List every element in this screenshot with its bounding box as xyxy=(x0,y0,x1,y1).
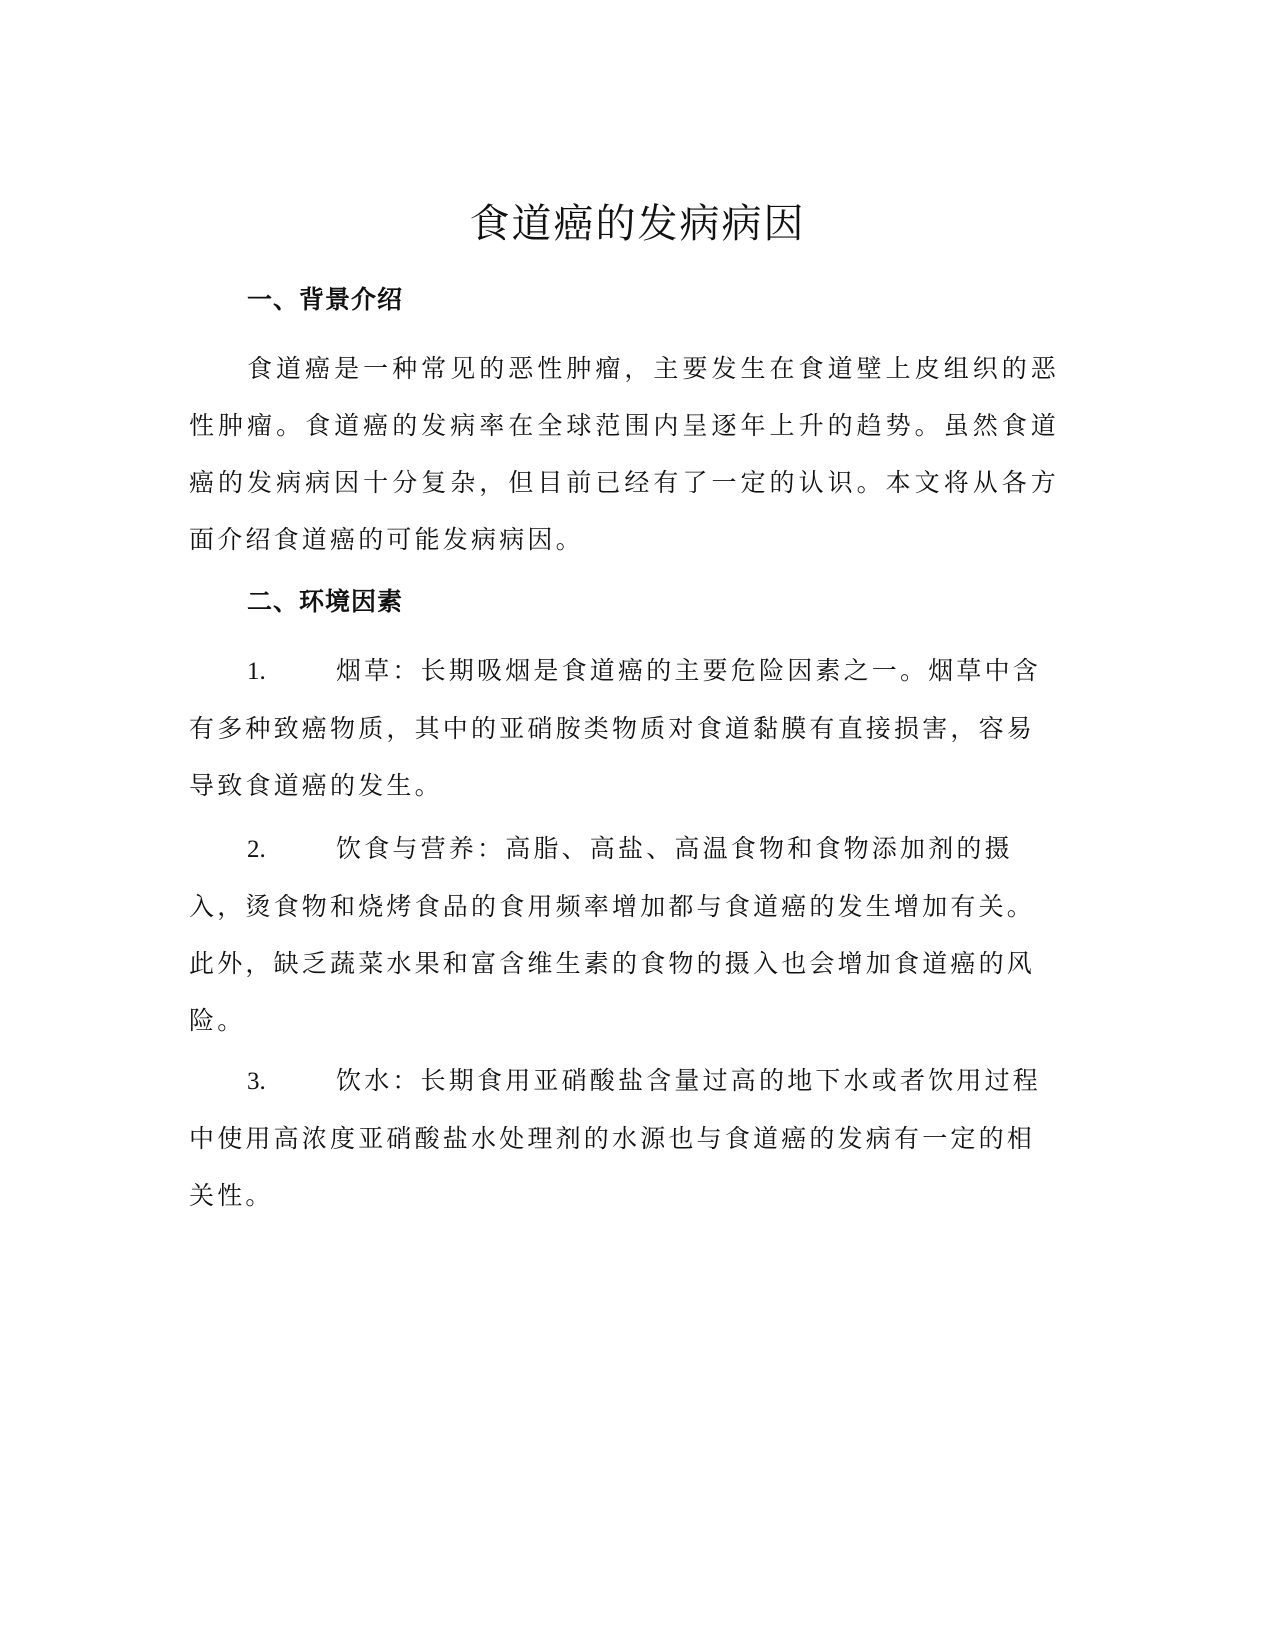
background-paragraph: 食道癌是一种常见的恶性肿瘤，主要发生在食道壁上皮组织的恶性肿瘤。食道癌的发病率在全球范围内呈逐年上升的趋势。虽然食道癌的发病病因十分复杂，但目前已经有了一定的认识。本文将从各方面介绍食道癌的可能发病病因。 xyxy=(189,354,1059,554)
list-item-diet xyxy=(189,820,1059,1049)
section-heading-background: 一、背景介绍 xyxy=(247,285,404,314)
document-title: 食道癌的发病病因 xyxy=(469,201,806,247)
list-item-text: 烟草：长期吸烟是食道癌的主要危险因素之一。烟草中含有多种致癌物质，其中的亚硝胺类物质对食道黏膜有直接损害，容易导致食道癌的发生。 xyxy=(189,656,1042,800)
list-item-number: 1. xyxy=(247,658,266,685)
list-item-text: 饮食与营养：高脂、高盐、高温食物和食物添加剂的摄入，烫食物和烧烤食品的食用频率增加都与食道癌的发生增加有关。此外，缺乏蔬菜水果和富含维生素的食物的摄入也会增加食道癌的风险。 xyxy=(189,834,1036,1035)
list-item-number: 3. xyxy=(247,1068,266,1095)
section-heading-environment: 二、环境因素 xyxy=(247,587,404,616)
list-item-number: 2. xyxy=(247,836,266,863)
list-item-tobacco xyxy=(189,642,1059,814)
list-item-water xyxy=(189,1052,1059,1224)
list-item-text: 饮水：长期食用亚硝酸盐含量过高的地下水或者饮用过程中使用高浓度亚硝酸盐水处理剂的水源也与食道癌的发病有一定的相关性。 xyxy=(189,1066,1042,1210)
